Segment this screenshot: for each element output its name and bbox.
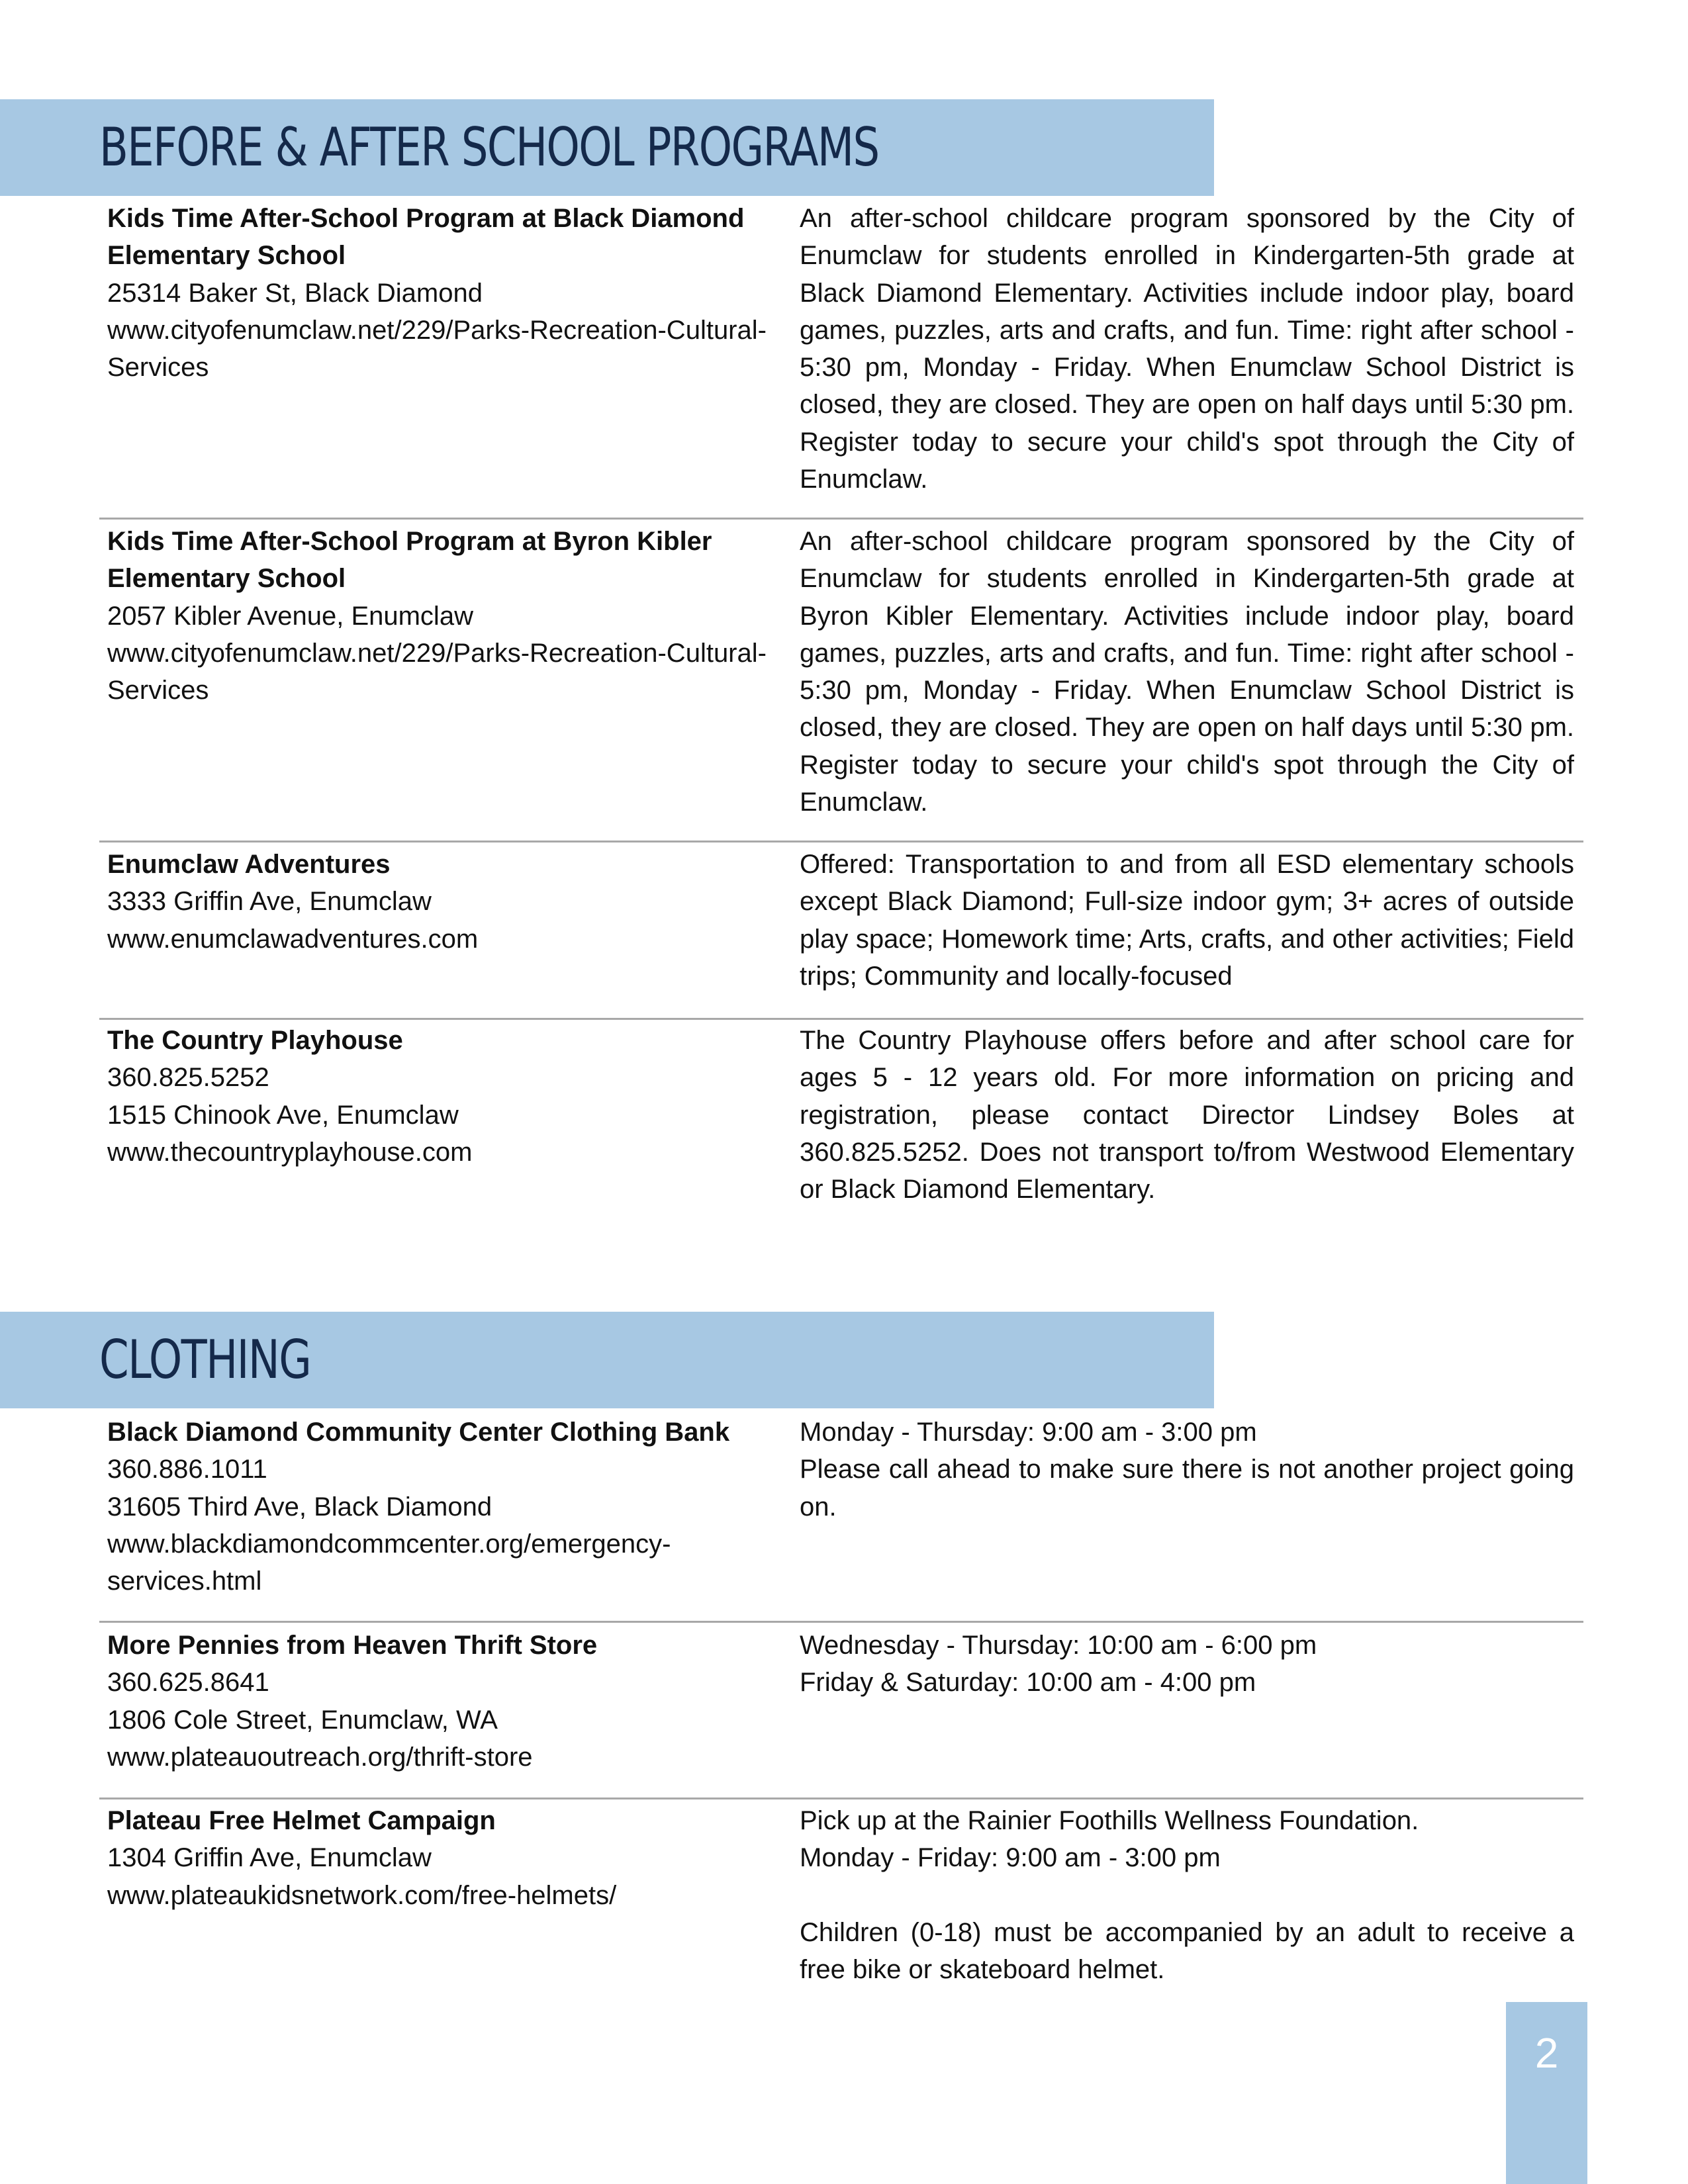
program-url[interactable]: www.cityofenumclaw.net/229/Parks-Recreation-Cultural-Services [107, 315, 767, 383]
program-name: Enumclaw Adventures [107, 850, 391, 879]
section-header-before-after-school [0, 99, 1214, 196]
section-title: BEFORE & AFTER SCHOOL PROGRAMS [99, 116, 879, 178]
program-name: The Country Playhouse [107, 1026, 403, 1055]
program-url[interactable]: www.blackdiamondcommcenter.org/emergency-services.html [107, 1529, 671, 1596]
program-url[interactable]: www.thecountryplayhouse.com [107, 1137, 473, 1167]
program-address: 25314 Baker St, Black Diamond [107, 278, 483, 308]
spacer [800, 1877, 1574, 1914]
program-phone: 360.625.8641 [107, 1668, 269, 1698]
program-url[interactable]: www.cityofenumclaw.net/229/Parks-Recreation-Cultural-Services [107, 638, 767, 705]
program-description: The Country Playhouse offers before and after school care for ages 5 - 12 years old. For more information on pricing and registration, please contact Director Lindsey Boles at 360.825.5252. Does not transport to/from Westwood Elementary or Black Diamond Elementary. [800, 1026, 1574, 1205]
section-title: CLOTHING [99, 1329, 311, 1390]
list-item [99, 846, 1583, 1020]
program-description: An after-school childcare program sponsored by the City of Enumclaw for students enrolled in Kindergarten-5th grade at Black Diamond Elementary. Activities include indoor play, board games, puzzles, arts and crafts, and fun. Time: right after school - 5:30 pm, Monday - Friday. When Enumclaw School District is closed, they are closed. They are open on half days until 5:30 pm. Register today to secure your child's spot through the City of Enumclaw. [800, 204, 1574, 494]
program-phone: 360.886.1011 [107, 1455, 267, 1484]
list-item [99, 200, 1583, 520]
list-item [99, 1414, 1583, 1623]
program-address: 1304 Griffin Ave, Enumclaw [107, 1843, 432, 1873]
program-name: Kids Time After-School Program at Byron Kibler Elementary School [107, 527, 712, 594]
program-description: An after-school childcare program sponsored by the City of Enumclaw for students enrolled in Kindergarten-5th grade at Byron Kibler Elementary. Activities include indoor play, board games, puzzles, arts and crafts, and fun. Time: right after school - 5:30 pm, Monday - Friday. When Enumclaw School District is closed, they are closed. They are open on half days until 5:30 pm. Register today to secure your child's spot through the City of Enumclaw. [800, 527, 1574, 817]
program-hours: Monday - Friday: 9:00 am - 3:00 pm [800, 1843, 1221, 1873]
program-address: 2057 Kibler Avenue, Enumclaw [107, 601, 473, 631]
list-item [99, 523, 1583, 842]
program-description: Please call ahead to make sure there is not another project going on. [800, 1455, 1574, 1522]
program-name: Black Diamond Community Center Clothing Bank [107, 1418, 730, 1447]
program-name: Kids Time After-School Program at Black Diamond Elementary School [107, 204, 745, 271]
program-name: More Pennies from Heaven Thrift Store [107, 1631, 598, 1660]
program-hours: Monday - Thursday: 9:00 am - 3:00 pm [800, 1418, 1257, 1447]
program-address: 1515 Chinook Ave, Enumclaw [107, 1100, 459, 1130]
program-url[interactable]: www.plateauoutreach.org/thrift-store [107, 1742, 533, 1772]
page-number: 2 [1534, 2029, 1559, 2077]
program-hours-weekend: Friday & Saturday: 10:00 am - 4:00 pm [800, 1668, 1256, 1698]
program-url[interactable]: www.plateaukidsnetwork.com/free-helmets/ [107, 1880, 617, 1910]
program-url[interactable]: www.enumclawadventures.com [107, 924, 479, 954]
page-number-tab [1506, 2002, 1587, 2184]
program-address: 3333 Griffin Ave, Enumclaw [107, 887, 432, 917]
program-phone: 360.825.5252 [107, 1063, 269, 1093]
program-hours: Wednesday - Thursday: 10:00 am - 6:00 pm [800, 1631, 1317, 1660]
section-header-clothing [0, 1312, 1214, 1408]
program-description: Children (0-18) must be accompanied by an adult to receive a free bike or skateboard helmet. [800, 1917, 1574, 1985]
list-item [99, 1627, 1583, 1799]
list-item [99, 1022, 1583, 1220]
program-description: Offered: Transportation to and from all ESD elementary schools except Black Diamond; Full-size indoor gym; 3+ acres of outside play space; Homework time; Arts, crafts, and other activities; Field trips; Community and locally-focused [800, 850, 1574, 991]
program-name: Plateau Free Helmet Campaign [107, 1806, 496, 1835]
program-address: 1806 Cole Street, Enumclaw, WA [107, 1705, 498, 1735]
list-item [99, 1802, 1583, 2001]
program-pickup: Pick up at the Rainier Foothills Wellness Foundation. [800, 1806, 1419, 1835]
program-address: 31605 Third Ave, Black Diamond [107, 1492, 492, 1522]
